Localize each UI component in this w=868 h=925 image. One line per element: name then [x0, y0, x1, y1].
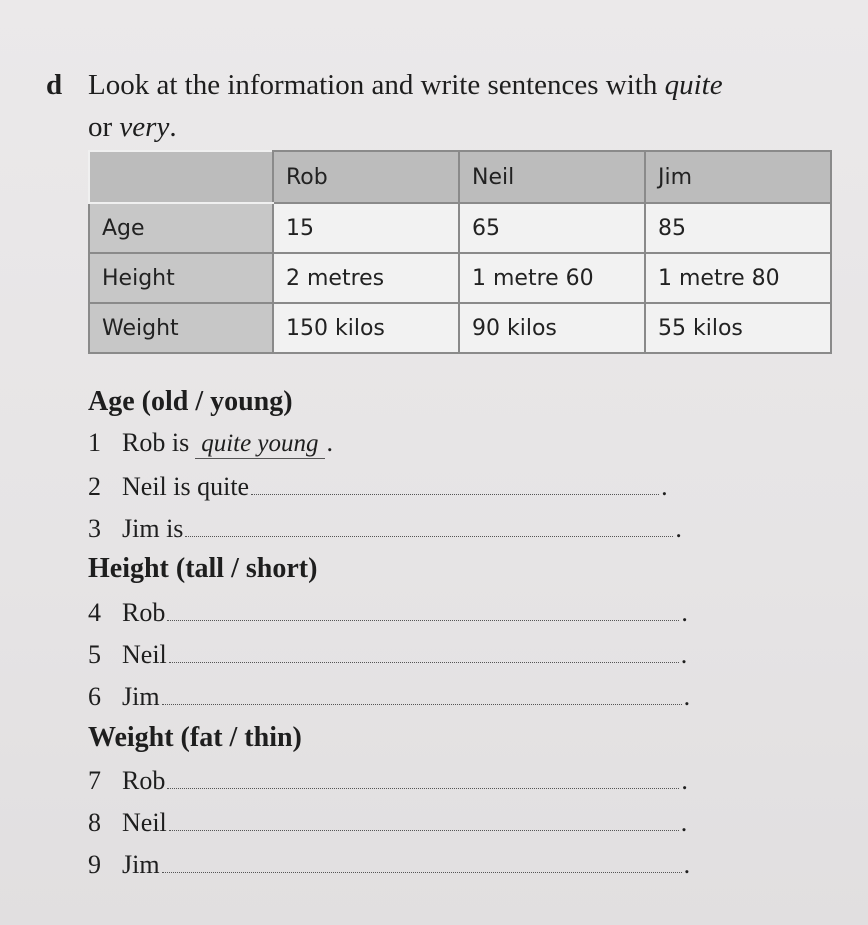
exercise-item-1 [88, 428, 708, 464]
exercise-letter: d [46, 69, 63, 101]
exercise-item-9 [88, 848, 708, 884]
table-cell: 65 [459, 203, 645, 253]
exercise-item-6 [88, 680, 708, 716]
item-number: 4 [88, 598, 101, 627]
item-stem: Rob is [122, 428, 190, 457]
item-period: . [680, 808, 688, 837]
item-number: 2 [88, 472, 101, 501]
column-header-jim: Jim [645, 151, 831, 203]
instruction-or: or [88, 111, 120, 143]
row-header-weight: Weight [89, 303, 273, 353]
item-period: . [680, 640, 688, 669]
table-cell: 2 metres [273, 253, 459, 303]
item-stem: Rob [122, 766, 166, 795]
answer-blank[interactable] [169, 806, 679, 831]
table-cell: 90 kilos [459, 303, 645, 353]
exercise-item-5 [88, 638, 708, 674]
answer-blank[interactable] [167, 596, 679, 621]
answer-field[interactable]: quite young [195, 430, 324, 459]
item-period: . [683, 850, 691, 879]
answer-blank[interactable] [162, 680, 682, 705]
table-row [89, 253, 831, 303]
table-cell: 55 kilos [645, 303, 831, 353]
item-number: 7 [88, 766, 101, 795]
row-header-age: Age [89, 203, 273, 253]
item-stem: Rob [122, 598, 166, 627]
exercise-item-7 [88, 764, 708, 800]
item-number: 5 [88, 640, 101, 669]
item-number: 3 [88, 514, 101, 543]
info-table [88, 150, 832, 354]
exercise-instruction: d Look at the information and write sentences with quite or very. [46, 64, 846, 148]
answer-blank[interactable] [251, 470, 659, 495]
item-period: . [661, 472, 668, 501]
section-heading-age: Age (old / young) [88, 386, 293, 417]
answer-blank[interactable] [185, 512, 673, 537]
item-period: . [681, 598, 688, 627]
item-number: 9 [88, 850, 101, 879]
instruction-quite: quite [664, 69, 723, 101]
table-cell: 1 metre 60 [459, 253, 645, 303]
item-stem: Jim [122, 682, 160, 711]
row-header-height: Height [89, 253, 273, 303]
item-stem: Jim [122, 850, 160, 879]
table-cell: 150 kilos [273, 303, 459, 353]
exercise-item-8 [88, 806, 708, 842]
table-cell: 1 metre 80 [645, 253, 831, 303]
item-stem: Neil [122, 808, 167, 837]
item-period: . [683, 682, 691, 711]
table-row [89, 303, 831, 353]
column-header-neil: Neil [459, 151, 645, 203]
item-stem: Neil is quite [122, 472, 250, 501]
section-heading-weight: Weight (fat / thin) [88, 722, 302, 753]
exercise-item-4 [88, 596, 708, 632]
item-period: . [681, 766, 688, 795]
table-row [89, 203, 831, 253]
item-period: . [675, 514, 682, 543]
column-header-rob: Rob [273, 151, 459, 203]
answer-blank[interactable] [162, 848, 682, 873]
answer-blank[interactable] [167, 764, 679, 789]
table-cell: 15 [273, 203, 459, 253]
table-header-row [89, 151, 831, 203]
exercise-item-2 [88, 470, 708, 506]
answer-blank[interactable] [169, 638, 679, 663]
instruction-very: very [119, 111, 170, 143]
item-period: . [326, 428, 334, 457]
item-stem: Jim is [122, 514, 184, 543]
item-stem: Neil [122, 640, 167, 669]
exercise-item-3 [88, 512, 708, 548]
instruction-text: Look at the information and write sentences with [88, 69, 665, 101]
table-corner-cell [89, 151, 273, 203]
item-number: 1 [88, 428, 101, 457]
item-number: 8 [88, 808, 101, 837]
section-heading-height: Height (tall / short) [88, 553, 318, 584]
table-cell: 85 [645, 203, 831, 253]
item-number: 6 [88, 682, 101, 711]
